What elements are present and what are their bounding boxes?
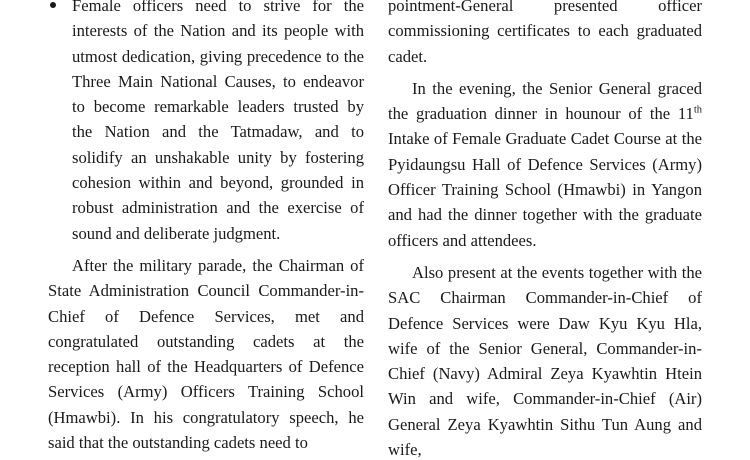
paragraph-also-present: Also present at the events together with the SAC Chairman Commander-in-Chief of Defence Services were Daw Kyu Kyu Hla, wife of the Senior General, Commander-in-Chief (Navy) Admiral Zeya Kyawhtin Htein Win and wife, Commander-in-Chief (Air) General Zeya Kyawhtin Sithu Tun Aung and wife, — [388, 262, 702, 460]
left-column — [48, 0, 364, 455]
bullet-text: Female officers need to strive for the interests of the Nation and its people with utmost dedication, giving precedence to the Three Main National Causes, to endeavor to become remarkable leaders trusted by the Nation and the Tatmadaw, and to solidify an unshakable unity by fostering cohesion within and beyond, grounded in robust administration and the exercise of sound and deliberate judgment. — [72, 0, 364, 243]
paragraph-evening-dinner — [388, 76, 702, 253]
dinner-text-start: In the evening, the Senior General graced the graduation dinner in hounour of the 11 — [388, 78, 702, 124]
paragraph-after-parade: After the military parade, the Chairman of State Administration Council Commander-in-Chief of Defence Services, met and congratulated outstanding cadets at the reception hall of the Headquarters of Defence Services (Army) Officers Training School (Hmawbi). In his congratulatory speech, he said that the outstanding cadets need to — [48, 255, 364, 453]
paragraph-certificates: pointment-General presented officer commissioning certificates to each graduated cadet. — [388, 0, 702, 66]
bullet-list-item — [48, 0, 364, 246]
ordinal-suffix: th — [693, 104, 702, 116]
bullet-icon — [50, 2, 56, 8]
right-column — [388, 0, 702, 460]
dinner-text-end: Intake of Female Graduate Cadet Course at the Pyidaungsu Hall of Defence Services (Army) Officer Training School (Hmawbi) in Yangon and had the dinner together with the graduate officers and attendees. — [388, 129, 702, 250]
